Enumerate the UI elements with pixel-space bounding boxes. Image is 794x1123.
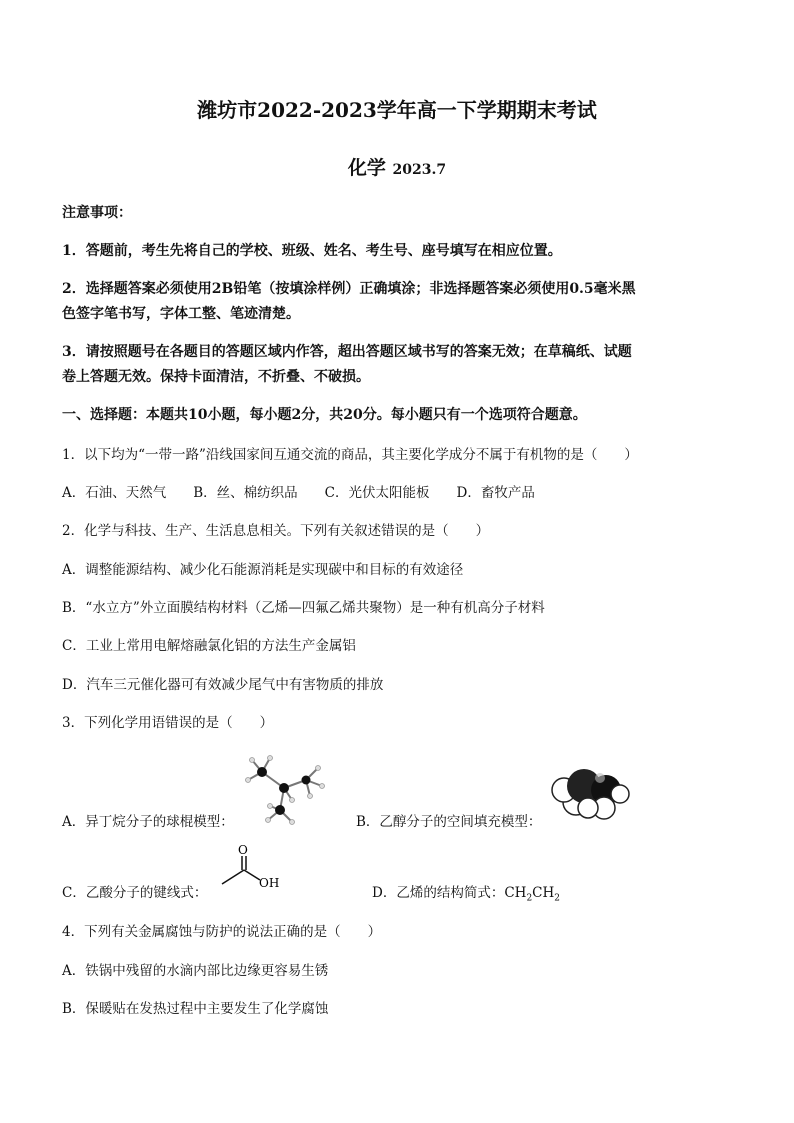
- notice-item-2: 2．选择题答案必须使用2B铅笔（按填涂样例）正确填涂；非选择题答案必须使用0.5毫米黑: [62, 281, 636, 297]
- isobutane-ball-stick-model: [240, 750, 330, 828]
- notice-item-1: 1．答题前，考生先将自己的学校、班级、姓名、考生号、座号填写在相应位置。: [62, 243, 562, 259]
- notice-item-2-cont: 色签字笔书写，字体工整、笔迹清楚。: [62, 306, 300, 322]
- ethylene-formula: $CH_2CH_2$: [504, 885, 561, 904]
- hydroxyl-label: OH: [259, 876, 280, 890]
- exam-title: 潍坊市2022-2023学年高一下学期期末考试: [197, 98, 597, 122]
- q2-stem: 2．化学与科技、生产、生活息息相关。下列有关叙述错误的是（ ）: [62, 523, 490, 539]
- exam-date: 2023.7: [392, 162, 447, 178]
- q4-stem: 4．下列有关金属腐蚀与防护的说法正确的是（ ）: [62, 924, 382, 940]
- section-heading: 一、选择题：本题共10小题，每小题2分，共20分。每小题只有一个选项符合题意。: [62, 407, 587, 423]
- q2-option-c: C．工业上常用电解熔融氯化铝的方法生产金属铝: [62, 638, 356, 654]
- acetic-acid-skeletal-formula: [218, 842, 288, 892]
- q1-stem: 1．以下均为“一带一路”沿线国家间互通交流的商品，其主要化学成分不属于有机物的是（ ）: [62, 447, 638, 463]
- q3-option-b: B．乙醇分子的空间填充模型：: [356, 814, 542, 830]
- q4-option-b: B．保暖贴在发热过程中主要发生了化学腐蚀: [62, 1001, 329, 1017]
- q3-option-d-prefix: D．乙烯的结构简式：: [372, 885, 505, 901]
- q2-option-d: D．汽车三元催化器可有效减少尾气中有害物质的排放: [62, 677, 384, 693]
- exam-subtitle: [0, 153, 794, 180]
- q3-option-d: [372, 881, 560, 904]
- notice-item-3: 3．请按照题号在各题目的答题区域内作答，超出答题区域书写的答案无效；在草稿纸、试题: [62, 344, 632, 360]
- q4-option-a: A．铁锅中残留的水滴内部比边缘更容易生锈: [62, 963, 329, 979]
- q2-option-b: B．“水立方”外立面膜结构材料（乙烯—四氟乙烯共聚物）是一种有机高分子材料: [62, 600, 545, 616]
- q3-stem: 3．下列化学用语错误的是（ ）: [62, 715, 274, 731]
- q1-options: A．石油、天然气 B．丝、棉纺织品 C．光伏太阳能板 D．畜牧产品: [62, 485, 535, 501]
- notice-heading: 注意事项：: [62, 205, 132, 221]
- q2-option-a: A．调整能源结构、减少化石能源消耗是实现碳中和目标的有效途径: [62, 562, 464, 578]
- notice-item-3-cont: 卷上答题无效。保持卡面清洁，不折叠、不破损。: [62, 369, 370, 385]
- oxygen-label: O: [238, 843, 248, 857]
- ethanol-space-filling-model: [548, 762, 632, 824]
- subject: 化学: [347, 157, 386, 179]
- q3-option-c: C．乙酸分子的键线式：: [62, 885, 208, 901]
- q3-option-a: A．异丁烷分子的球棍模型：: [62, 814, 234, 830]
